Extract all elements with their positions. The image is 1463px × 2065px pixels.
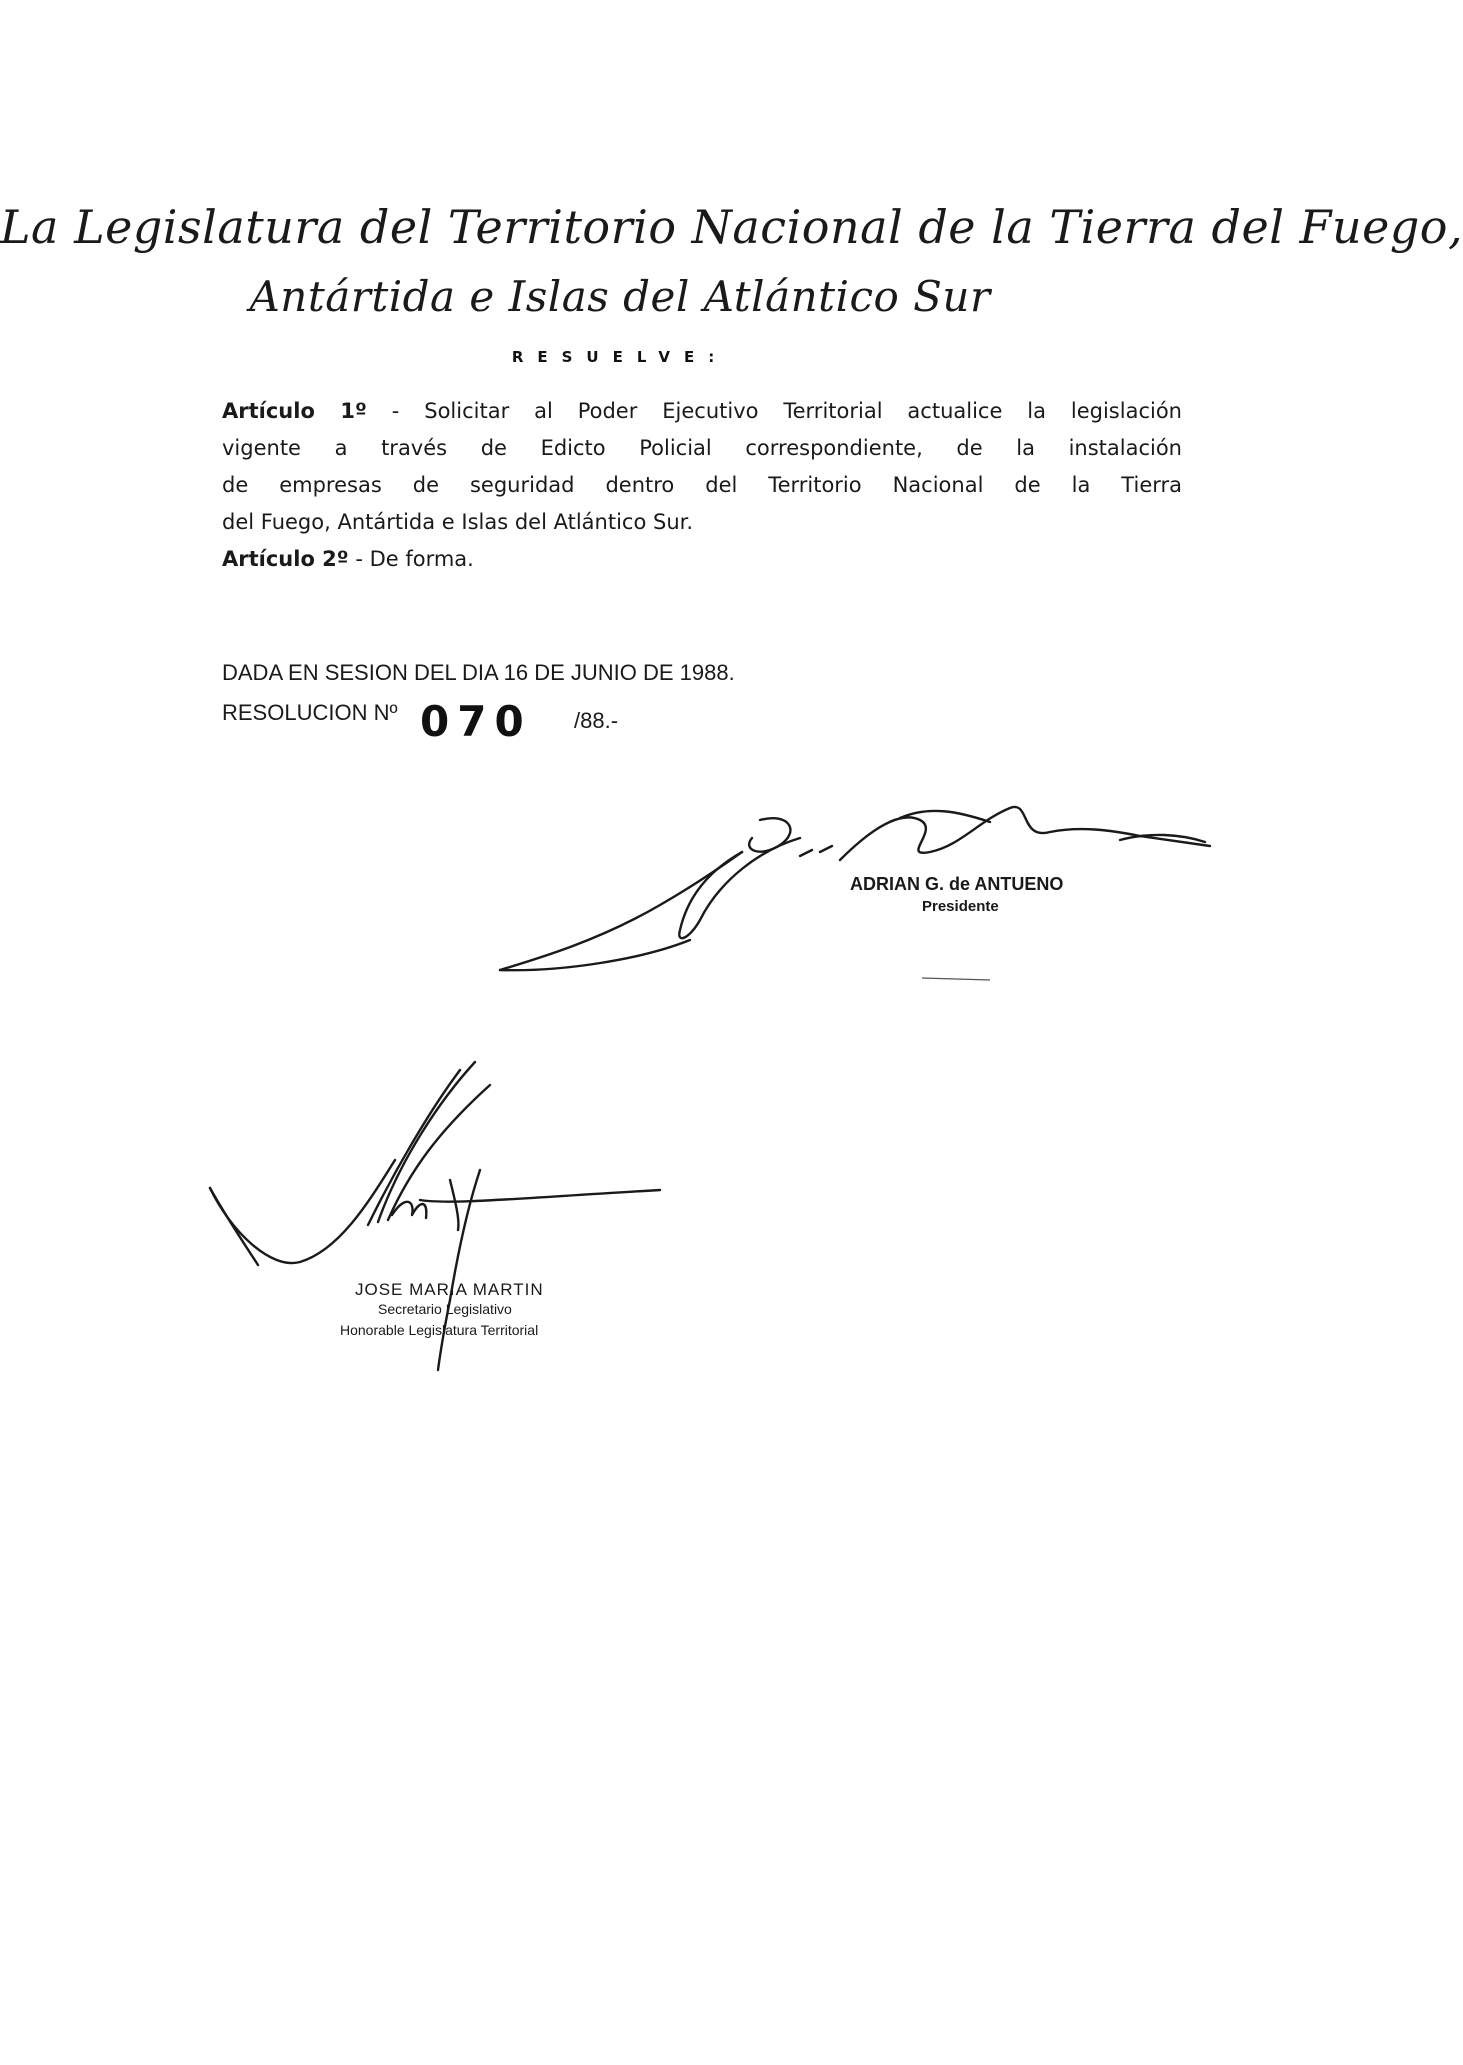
- resolution-label: RESOLUCION Nº: [222, 700, 398, 725]
- article-1-line-3: de empresas de seguridad dentro del Territorio Nacional de la Tierra: [222, 473, 1182, 497]
- president-title: Presidente: [922, 898, 999, 915]
- secretary-title: Secretario Legislativo: [378, 1301, 512, 1317]
- article-1-text-1: - Solicitar al Poder Ejecutivo Territorial actualice la legislación: [391, 399, 1182, 423]
- article-1-label: Artículo 1º: [222, 399, 367, 423]
- session-date-line: DADA EN SESION DEL DIA 16 DE JUNIO DE 1988.: [222, 660, 735, 685]
- resolution-number-stamp: 070: [420, 697, 532, 746]
- article-1-line-1: [222, 399, 1182, 423]
- resolution-suffix: /88.-: [574, 708, 619, 733]
- secretary-name: JOSE MARIA MARTIN: [355, 1280, 544, 1299]
- secretary-organization: Honorable Legislatura Territorial: [340, 1322, 539, 1338]
- article-1-line-4: del Fuego, Antártida e Islas del Atlántico Sur.: [222, 510, 694, 534]
- article-2-text: - De forma.: [355, 547, 474, 571]
- article-2-line: [222, 547, 1182, 571]
- letterhead-line-2: Antártida e Islas del Atlántico Sur: [249, 272, 991, 321]
- president-signature-underline: [922, 978, 990, 980]
- article-1-line-2: vigente a través de Edicto Policial correspondiente, de la instalación: [222, 436, 1182, 460]
- resuelve-heading: RESUELVE:: [511, 348, 729, 366]
- letterhead-line-1: La Legislatura del Territorio Nacional de la Tierra del Fuego,: [0, 200, 1463, 254]
- president-name: ADRIAN G. de ANTUENO: [850, 874, 1064, 894]
- article-2-label: Artículo 2º: [222, 547, 349, 571]
